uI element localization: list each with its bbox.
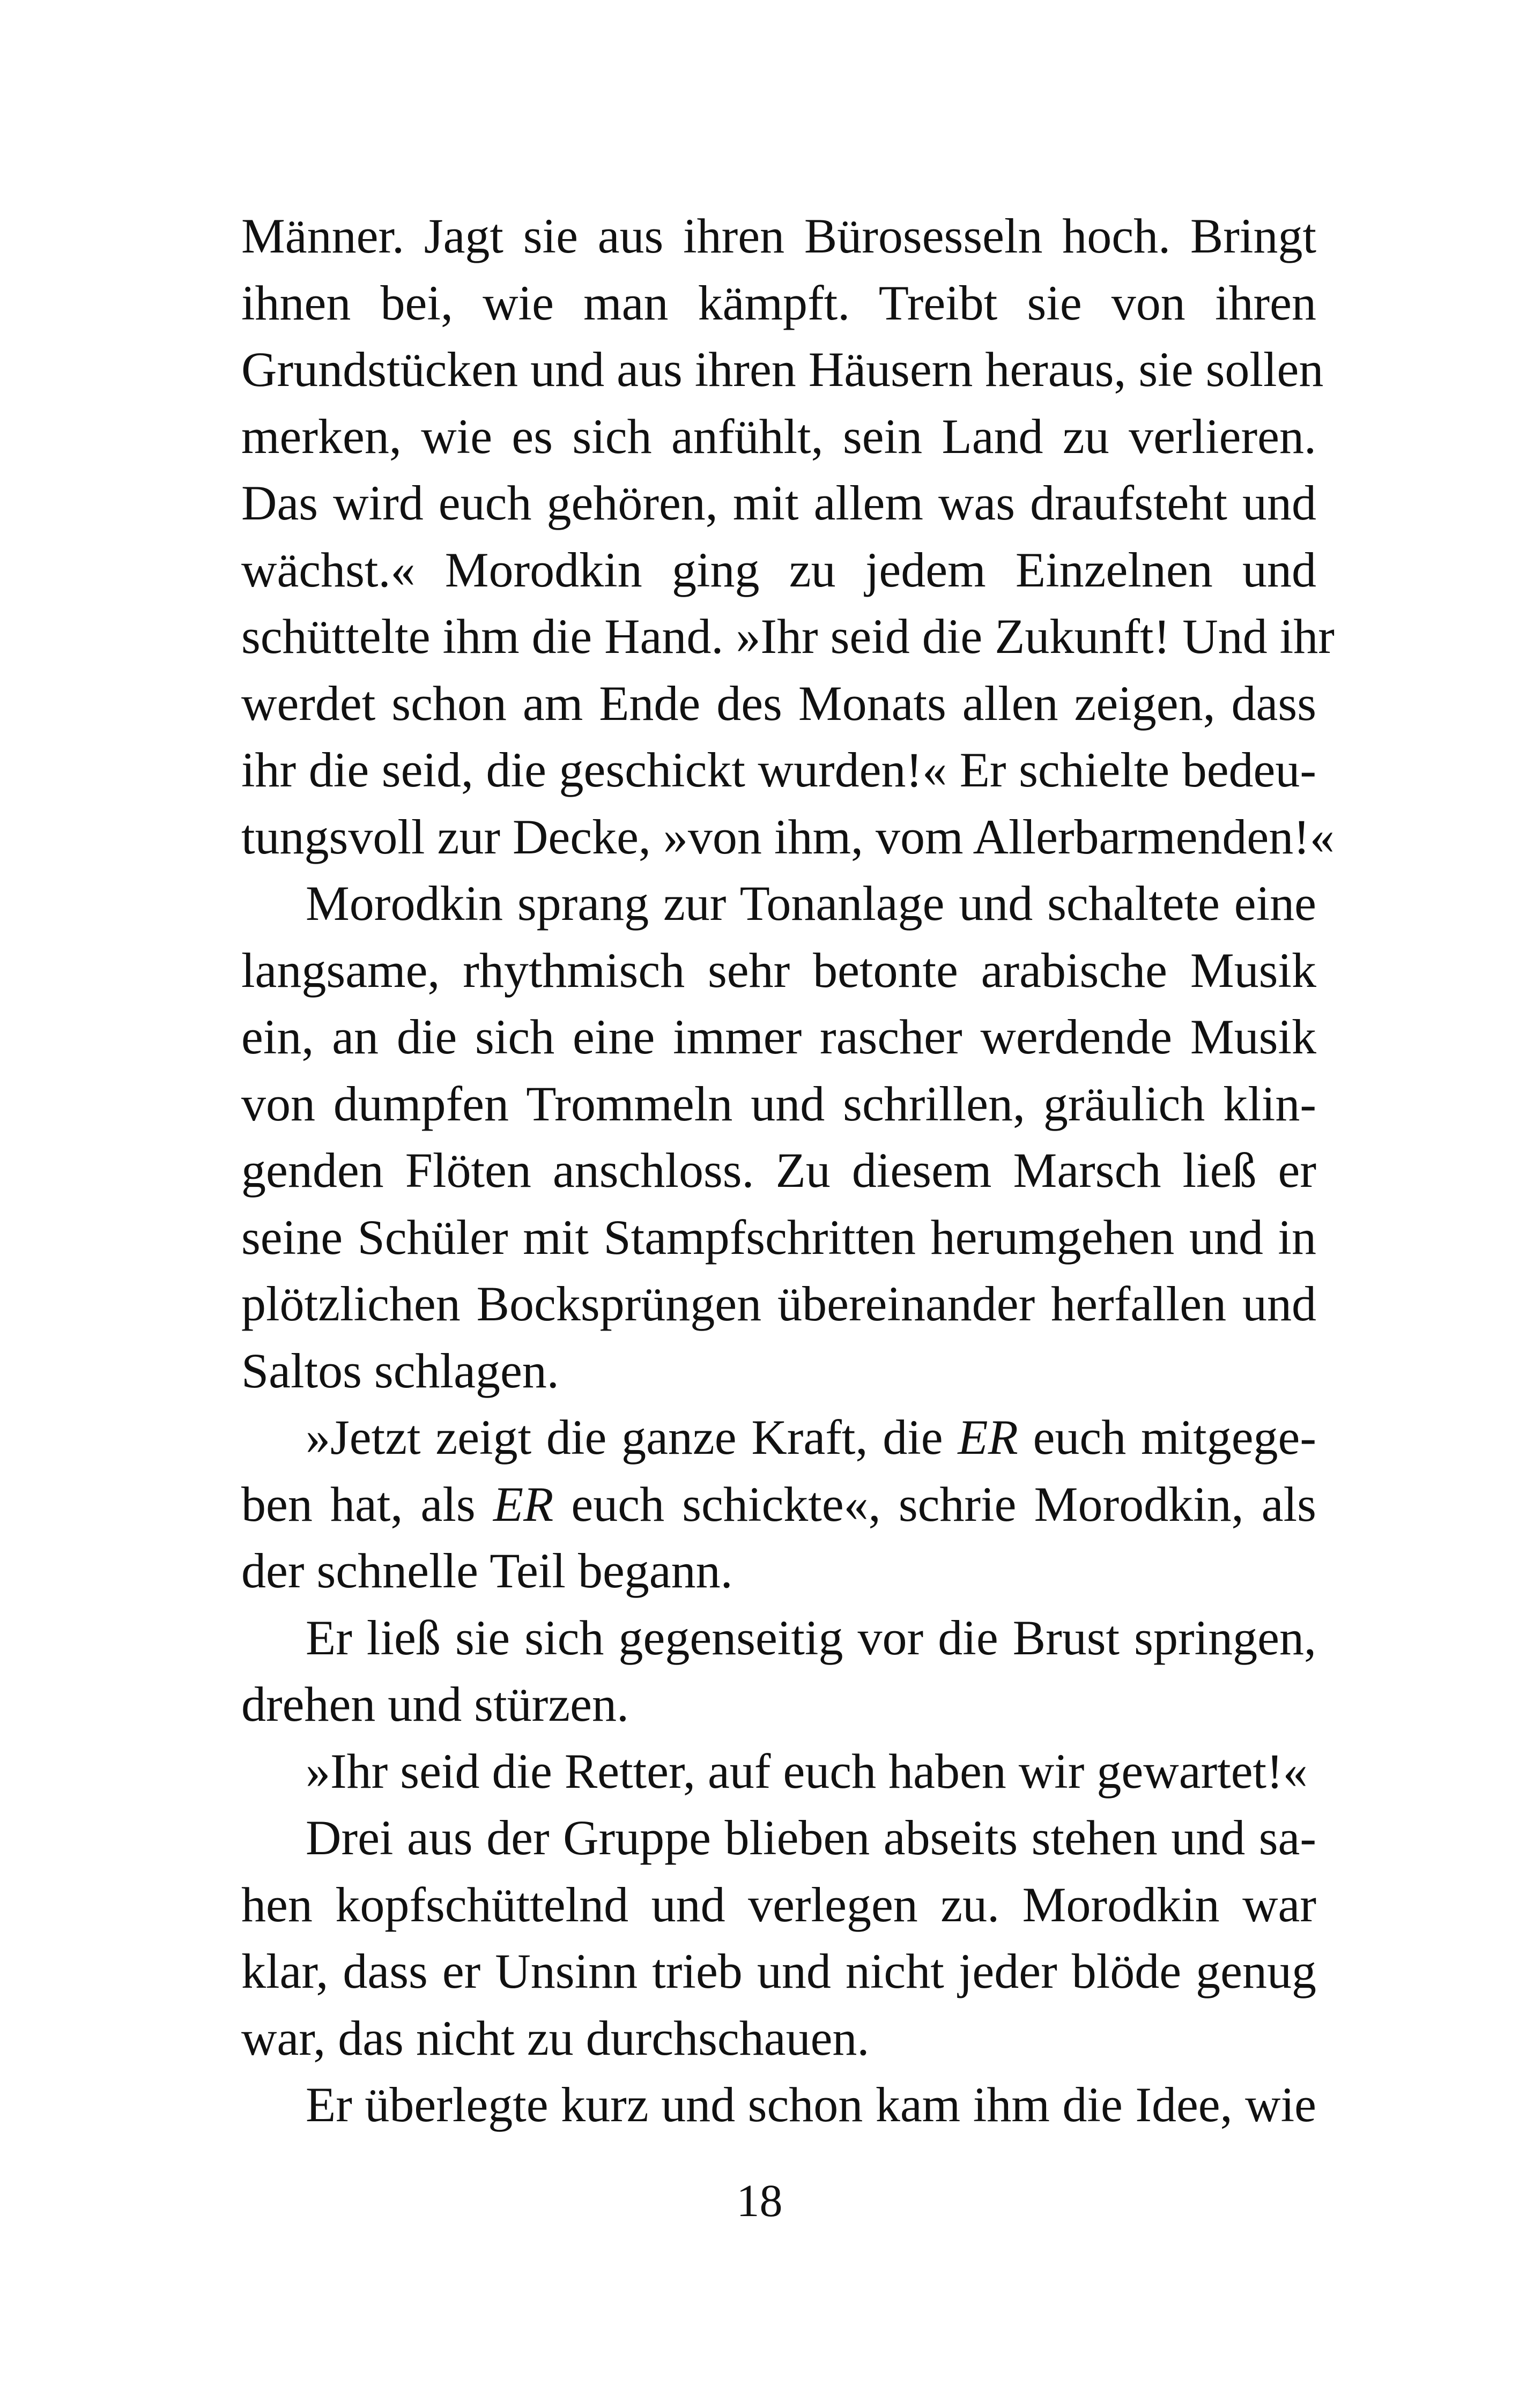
italic-emphasis: ER — [958, 1410, 1018, 1465]
text-line: hen kopfschüttelnd und verlegen zu. Morodkin war — [241, 1877, 1316, 1932]
text-line: Drei aus der Gruppe blieben abseits stehen und sa- — [306, 1810, 1316, 1865]
text-line: langsame, rhythmisch sehr betonte arabische Musik — [241, 942, 1316, 998]
text-line: merken, wie es sich anfühlt, sein Land zu verlieren. — [241, 408, 1316, 464]
text-line: Er überlegte kurz und schon kam ihm die Idee, wie — [306, 2077, 1316, 2132]
text-segment: ben hat, als — [241, 1476, 493, 1532]
text-line: war, das nicht zu durchschauen. — [241, 2010, 870, 2065]
text-line: plötzlichen Bocksprüngen übereinander herfallen und — [241, 1276, 1316, 1331]
text-line: schüttelte ihm die Hand. »Ihr seid die Zukunft! Und ihr — [241, 609, 1335, 664]
text-segment: euch schickte«, schrie Morodkin, als — [553, 1476, 1316, 1532]
text-line: der schnelle Teil begann. — [241, 1543, 733, 1598]
text-line: genden Flöten anschloss. Zu diesem Marsch ließ er — [241, 1143, 1316, 1198]
text-line: drehen und stürzen. — [241, 1677, 629, 1731]
text-line: tungsvoll zur Decke, »von ihm, vom Allerbarmenden!« — [241, 809, 1335, 864]
italic-emphasis: ER — [493, 1476, 554, 1532]
text-line: Männer. Jagt sie aus ihren Bürosesseln hoch. Bringt — [241, 209, 1316, 263]
text-line — [241, 1471, 1316, 1538]
text-line: Saltos schlagen. — [241, 1343, 559, 1398]
page-number: 18 — [736, 2175, 783, 2226]
text-line: werdet schon am Ende des Monats allen zeigen, dass — [241, 675, 1316, 731]
text-line: von dumpfen Trommeln und schrillen, gräulich klin- — [241, 1076, 1316, 1131]
text-line: klar, dass er Unsinn trieb und nicht jeder blöde genug — [241, 1944, 1316, 1998]
text-line: »Ihr seid die Retter, auf euch haben wir gewartet!« — [306, 1743, 1308, 1798]
text-line: Das wird euch gehören, mit allem was draufsteht und — [241, 475, 1316, 530]
text-line: wächst.« Morodkin ging zu jedem Einzelnen und — [241, 542, 1316, 597]
text-line — [241, 1404, 1316, 1471]
text-line: Er ließ sie sich gegenseitig vor die Brust springen, — [306, 1610, 1316, 1665]
body-text — [241, 203, 1335, 2138]
text-line: ihr die seid, die geschickt wurden!« Er schielte bedeu- — [241, 742, 1316, 797]
text-line: ein, an die sich eine immer rascher werdende Musik — [241, 1009, 1316, 1064]
text-line: Grundstücken und aus ihren Häusern heraus, sie sollen — [241, 342, 1324, 397]
text-segment: »Jetzt zeigt die ganze Kraft, die — [306, 1410, 958, 1465]
text-segment: euch mitgege- — [1018, 1410, 1317, 1465]
text-line: ihnen bei, wie man kämpft. Treibt sie von ihren — [241, 275, 1316, 330]
text-line: Morodkin sprang zur Tonanlage und schaltete eine — [306, 876, 1316, 931]
text-line: seine Schüler mit Stampfschritten herumgehen und in — [241, 1209, 1316, 1265]
